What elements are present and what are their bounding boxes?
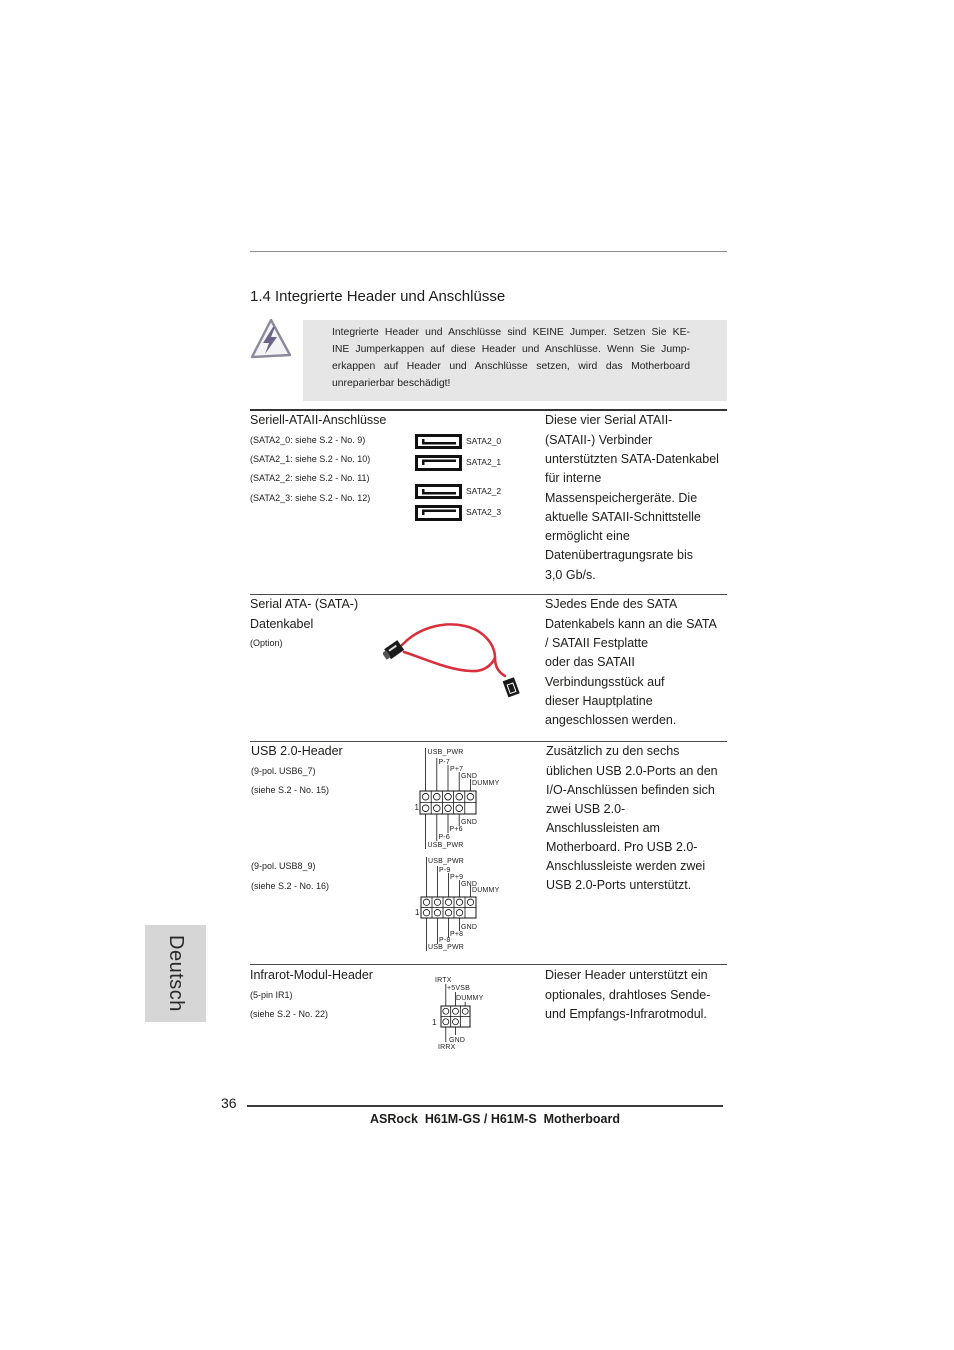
description-line: oder das SATAII	[545, 655, 635, 670]
description-line: Datenkabels kann an die SATA	[545, 616, 717, 631]
description-line: Massenspeichergeräte. Die	[545, 490, 698, 505]
pin-label: P-9	[439, 867, 451, 874]
usb-ref: (9-pol. USB8_9)	[251, 861, 316, 872]
ir-ref: (5-pin IR1)	[250, 989, 293, 1000]
description-line: Verbindungsstück auf	[545, 674, 665, 689]
usb-title: USB 2.0-Header	[251, 744, 343, 759]
pin-label: IRRX	[438, 1044, 456, 1051]
section-title: 1.4 Integrierte Header und Anschlüsse	[250, 288, 506, 305]
note-text	[332, 324, 690, 392]
pin-label: IRTX	[435, 977, 452, 984]
ir-header-diagram	[428, 972, 490, 1054]
sata-title: Seriell-ATAII-Anschlüsse	[250, 413, 387, 428]
pin-label: +5VSB	[447, 985, 470, 992]
sata2-3-label: SATA2_3	[466, 507, 502, 517]
pin-label: USB_PWR	[427, 749, 464, 756]
pin1-marker: 1	[414, 803, 419, 812]
pin-grid	[420, 791, 476, 814]
pin-label: GND	[461, 924, 478, 931]
description-line: Zusätzlich zu den sechs	[546, 744, 680, 759]
pin-label: P-7	[438, 759, 450, 766]
pin-grid	[441, 1006, 470, 1027]
sata2-2-label: SATA2_2	[466, 486, 502, 496]
description-line: ermöglicht eine	[545, 529, 630, 544]
cable-description	[545, 595, 717, 730]
description-line: angeschlossen werden.	[545, 713, 677, 728]
sata-left-column	[250, 411, 386, 507]
usb8-9-header-diagram	[414, 854, 504, 954]
sata-ref: (SATA2_3: siehe S.2 - No. 12)	[250, 492, 371, 503]
sata-cable-image	[383, 618, 523, 698]
description-line: / SATAII Festplatte	[545, 635, 649, 650]
sata2-2-connector-icon	[415, 484, 462, 499]
cable-left-column	[250, 595, 358, 653]
note-line: Integrierte Header und Anschlüsse sind KEINE Jumper. Setzen Sie KE-	[332, 326, 690, 338]
usb6-7-header-diagram	[414, 745, 504, 853]
note-line: erkappen auf Header und Anschlüsse setzen, wird das Motherboard	[332, 360, 690, 372]
pin-label: P-6	[438, 834, 450, 841]
note-line: INE Jumperkappen auf diese Header und Anschlüsse. Wenn Sie Jump-	[332, 343, 690, 355]
footer-title: ASRock H61M-GS / H61M-S Motherboard	[369, 1112, 621, 1126]
pin-label: P+7	[450, 766, 464, 773]
ir-description	[545, 966, 710, 1024]
description-line: 3,0 Gb/s.	[545, 567, 596, 582]
usb-left-column-a	[251, 742, 343, 800]
sata-ref: (SATA2_2: siehe S.2 - No. 11)	[250, 473, 370, 484]
description-line: USB 2.0-Ports unterstützt.	[546, 878, 692, 893]
usb-ref: (siehe S.2 - No. 15)	[251, 784, 330, 795]
usb-description	[546, 742, 718, 895]
top-divider	[250, 251, 727, 252]
ir-ref: (siehe S.2 - No. 22)	[250, 1008, 329, 1019]
description-line: für interne	[545, 471, 602, 486]
pin-label: P+8	[450, 931, 464, 938]
pin-label: GND	[449, 1037, 466, 1044]
description-line: üblichen USB 2.0-Ports an den	[546, 763, 718, 778]
language-side-tab	[145, 925, 206, 1022]
description-line: und Empfangs-Infrarotmodul.	[545, 1006, 707, 1021]
cable-title-line: Serial ATA- (SATA-)	[250, 597, 359, 612]
footer-rule	[247, 1105, 723, 1107]
pin-label: USB_PWR	[428, 944, 465, 951]
warning-lightning-icon	[248, 318, 292, 360]
sata-ref: (SATA2_1: siehe S.2 - No. 10)	[250, 453, 371, 464]
cable-option: (Option)	[250, 637, 283, 648]
pin-label: DUMMY	[456, 995, 484, 1002]
description-line: I/O-Anschlüssen befinden sich	[546, 782, 715, 797]
ir-left-column	[250, 966, 373, 1024]
usb-left-column-b	[251, 857, 329, 896]
pin1-marker: 1	[432, 1018, 437, 1027]
sata2-1-label: SATA2_1	[466, 457, 502, 467]
cable-wire	[402, 624, 505, 676]
ir-title: Infrarot-Modul-Header	[250, 968, 373, 983]
pin1-marker: 1	[415, 908, 420, 917]
description-line: Motherboard. Pro USB 2.0-	[546, 840, 698, 855]
pin-label: USB_PWR	[427, 842, 464, 849]
pin-label: P-8	[439, 937, 451, 944]
description-line: aktuelle SATAII-Schnittstelle	[545, 509, 701, 524]
description-line: (SATAII-) Verbinder	[545, 432, 653, 447]
sata2-0-label: SATA2_0	[466, 436, 502, 446]
language-tab-label: Deutsch	[165, 935, 187, 1012]
usb-ref: (9-pol. USB6_7)	[251, 765, 316, 776]
description-line: Dieser Header unterstützt ein	[545, 968, 708, 983]
description-line: optionales, drahtloses Sende-	[545, 987, 711, 1002]
pin-label: DUMMY	[472, 780, 500, 787]
usb-ref: (siehe S.2 - No. 16)	[251, 880, 330, 891]
pin-label: GND	[461, 881, 478, 888]
pin-label: GND	[461, 773, 478, 780]
description-line: SJedes Ende des SATA	[545, 597, 678, 612]
cable-title-line: Datenkabel	[250, 616, 314, 631]
sata2-1-connector-icon	[415, 455, 462, 471]
description-line: Datenübertragungsrate bis	[545, 548, 694, 563]
pin-label: P+6	[449, 826, 463, 833]
pin-grid	[421, 897, 476, 918]
sata-ref: (SATA2_0: siehe S.2 - No. 9)	[250, 434, 366, 445]
section-divider	[250, 964, 727, 965]
page-number: 36	[221, 1095, 237, 1111]
pin-label: DUMMY	[472, 887, 500, 894]
sata2-0-connector-icon	[415, 434, 462, 449]
pin-label: GND	[461, 819, 478, 826]
note-line: unreparierbar beschädigt!	[332, 377, 451, 389]
description-line: zwei USB 2.0-	[546, 801, 626, 816]
pin-label: USB_PWR	[428, 858, 465, 865]
description-line: Anschlussleisten am	[546, 820, 660, 835]
pin-label: P+9	[450, 874, 464, 881]
description-line: Diese vier Serial ATAII-	[545, 413, 673, 428]
sata-connectors-diagram	[413, 432, 465, 524]
sata-description	[545, 411, 719, 585]
description-line: unterstützten SATA-Datenkabel	[545, 451, 719, 466]
cable-left-plug-icon	[383, 640, 404, 661]
cable-right-plug-icon	[503, 677, 520, 697]
description-line: dieser Hauptplatine	[545, 693, 653, 708]
sata2-3-connector-icon	[415, 505, 462, 521]
description-line: Anschlussleiste werden zwei	[546, 859, 706, 874]
